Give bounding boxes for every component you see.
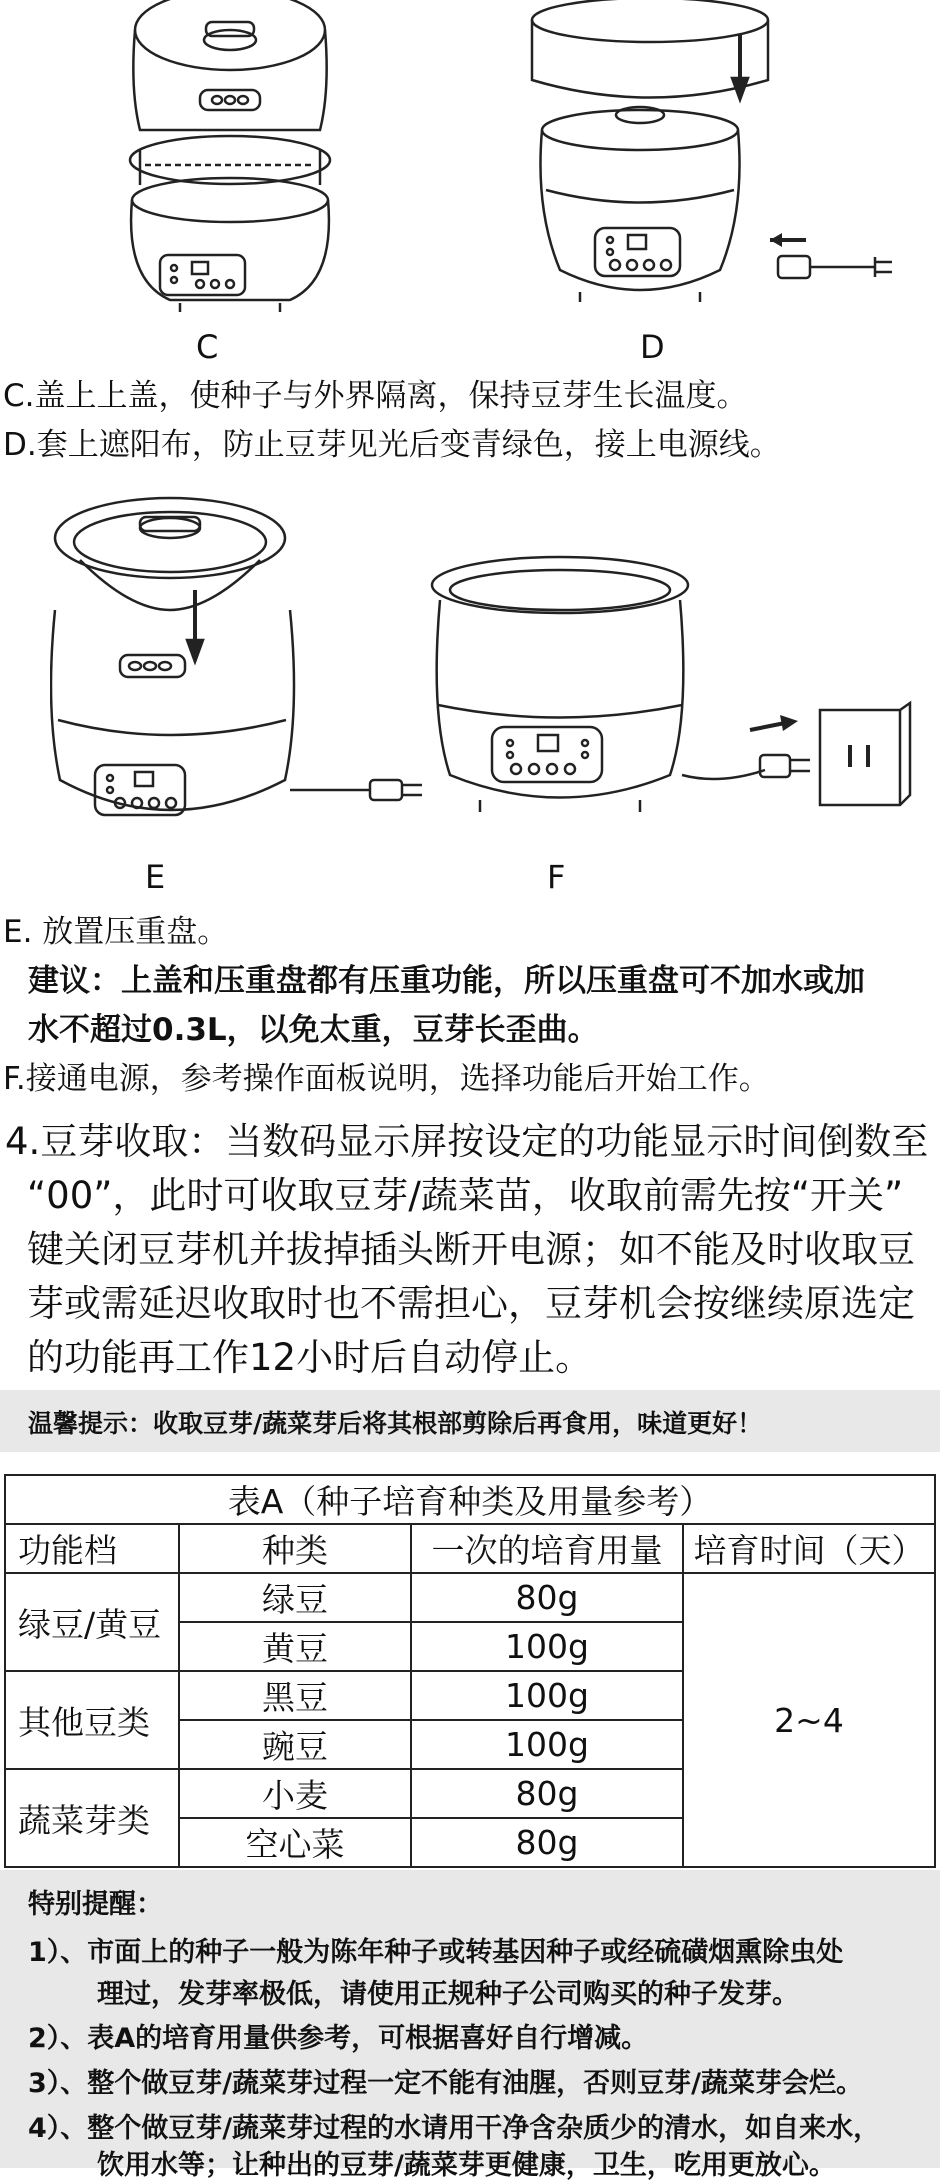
table-header: 培育时间（天）	[683, 1524, 935, 1573]
notes-item: 2）、表A的培育用量供参考，可根据喜好自行增减。	[28, 2023, 649, 2054]
advice-line-2: 水不超过0.3L，以免太重，豆芽长歪曲。	[28, 1012, 599, 1048]
table-header: 种类	[179, 1524, 411, 1573]
table-amount-cell: 80g	[411, 1818, 683, 1867]
figure-e-label: E	[145, 858, 166, 896]
plug-icon	[770, 233, 892, 278]
table-mode-cell: 其他豆类	[5, 1671, 179, 1769]
notes-item: 3）、整个做豆芽/蔬菜芽过程一定不能有油腥，否则豆芽/蔬菜芽会烂。	[28, 2068, 864, 2099]
table-kind-cell: 豌豆	[179, 1720, 411, 1769]
advice-line-1: 建议：上盖和压重盘都有压重功能，所以压重盘可不加水或加	[28, 963, 865, 999]
harvest-line: 的功能再工作12小时后自动停止。	[27, 1336, 593, 1379]
harvest-paragraph	[5, 1115, 928, 1385]
sprouter-illustration-d	[520, 0, 920, 325]
table-amount-cell: 100g	[411, 1720, 683, 1769]
wall-socket-icon	[820, 703, 910, 805]
table-header: 功能档	[5, 1524, 179, 1573]
table-kind-cell: 黑豆	[179, 1671, 411, 1720]
sprouter-illustration-e	[50, 490, 450, 855]
table-mode-cell: 绿豆/黄豆	[5, 1573, 179, 1671]
table-amount-cell: 80g	[411, 1769, 683, 1818]
table-header: 一次的培育用量	[411, 1524, 683, 1573]
harvest-line: 键关闭豆芽机并拔掉插头断开电源；如不能及时收取豆	[27, 1228, 915, 1271]
table-amount-cell: 80g	[411, 1573, 683, 1622]
harvest-line: 4.豆芽收取：当数码显示屏按设定的功能显示时间倒数至	[5, 1120, 929, 1163]
notes-item: 4）、整个做豆芽/蔬菜芽过程的水请用干净含杂质少的清水，如自来水，	[28, 2113, 881, 2144]
step-d-text: D.套上遮阳布，防止豆芽见光后变青绿色，接上电源线。	[3, 427, 781, 463]
table-mode-cell: 蔬菜芽类	[5, 1769, 179, 1867]
table-kind-cell: 黄豆	[179, 1622, 411, 1671]
table-amount-cell: 100g	[411, 1671, 683, 1720]
step-c-text: C.盖上上盖，使种子与外界隔离，保持豆芽生长温度。	[3, 378, 748, 414]
table-amount-cell: 100g	[411, 1622, 683, 1671]
figure-c-label: C	[196, 328, 219, 366]
notes-item: 饮用水等；让种出的豆芽/蔬菜芽更健康，卫生，吃用更放心。	[97, 2150, 836, 2181]
figure-d-label: D	[640, 328, 665, 366]
table-days-cell: 2~4	[683, 1573, 935, 1867]
step-f-text: F.接通电源，参考操作面板说明，选择功能后开始工作。	[3, 1061, 770, 1097]
warm-tip-box	[0, 1390, 940, 1452]
sprouter-illustration-c	[100, 0, 360, 325]
harvest-line: “00”，此时可收取豆芽/蔬菜苗，收取前需先按“开关”	[27, 1174, 904, 1217]
table-kind-cell: 小麦	[179, 1769, 411, 1818]
table-caption: 表A（种子培育种类及用量参考）	[5, 1475, 935, 1524]
table-kind-cell: 空心菜	[179, 1818, 411, 1867]
notes-item: 理过，发芽率极低，请使用正规种子公司购买的种子发芽。	[97, 1979, 799, 2010]
notes-title: 特别提醒：	[28, 1889, 163, 1920]
seed-reference-table	[4, 1474, 936, 1868]
figure-f-label: F	[547, 858, 566, 896]
harvest-line: 芽或需延迟收取时也不需担心，豆芽机会按继续原选定	[27, 1282, 915, 1325]
step-e-text: E. 放置压重盘。	[3, 914, 229, 950]
special-notes-box	[0, 1870, 940, 2181]
warm-tip-text: 温馨提示：收取豆芽/蔬菜芽后将其根部剪除后再食用，味道更好！	[28, 1409, 763, 1438]
notes-item: 1）、市面上的种子一般为陈年种子或转基因种子或经硫磺烟熏除虫处	[28, 1937, 844, 1968]
table-kind-cell: 绿豆	[179, 1573, 411, 1622]
sprouter-illustration-f	[420, 555, 930, 850]
